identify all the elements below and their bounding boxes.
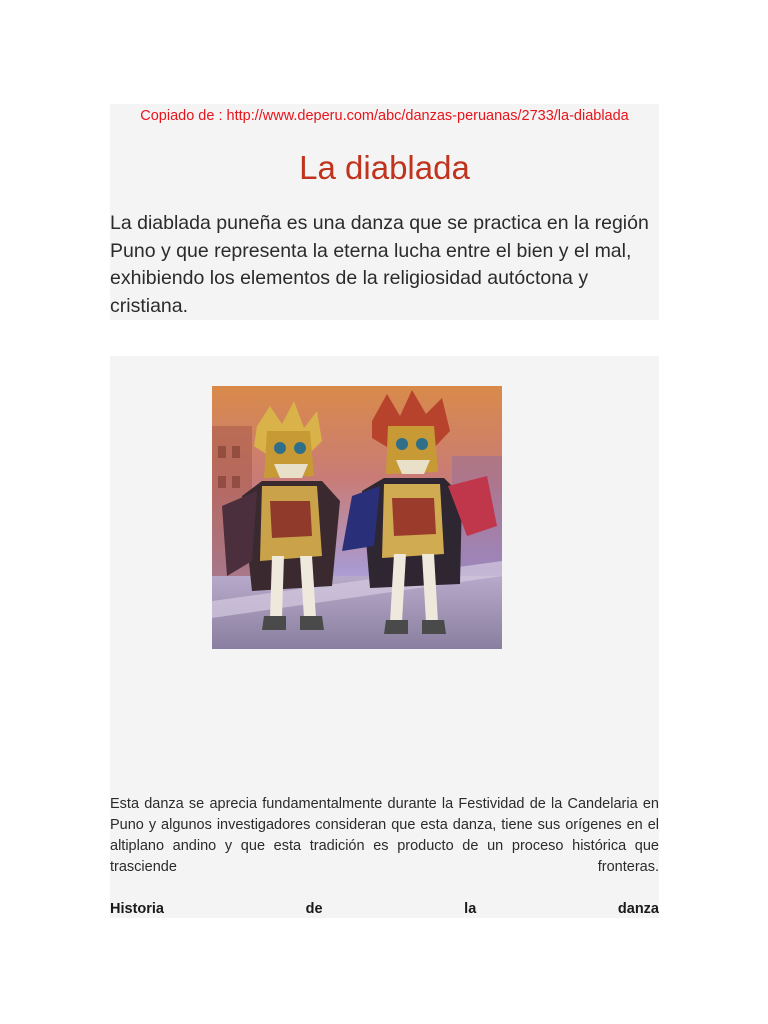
page-title: La diablada bbox=[299, 149, 470, 186]
content-panel bbox=[110, 356, 659, 918]
intro-paragraph: La diablada puneña es una danza que se practica en la región Puno y que representa la eterna lucha entre el bien y el mal, exhibiendo los elementos de la religiosidad autóctona y cristiana. bbox=[110, 212, 649, 317]
section-heading: Historia de la danza bbox=[110, 901, 659, 917]
source-link[interactable]: Copiado de : http://www.deperu.com/abc/danzas-peruanas/2733/la-diablada bbox=[140, 108, 629, 124]
intro-panel bbox=[110, 104, 659, 320]
body-paragraph: Esta danza se aprecia fundamentalmente durante la Festividad de la Candelaria en Puno y algunos investigadores consideran que esta danza, tiene sus orígenes en el altiplano andino y que esta tradición es producto de un proceso histórica que trasciende fronteras. bbox=[110, 796, 659, 875]
diablada-dancers-photo bbox=[212, 386, 502, 649]
